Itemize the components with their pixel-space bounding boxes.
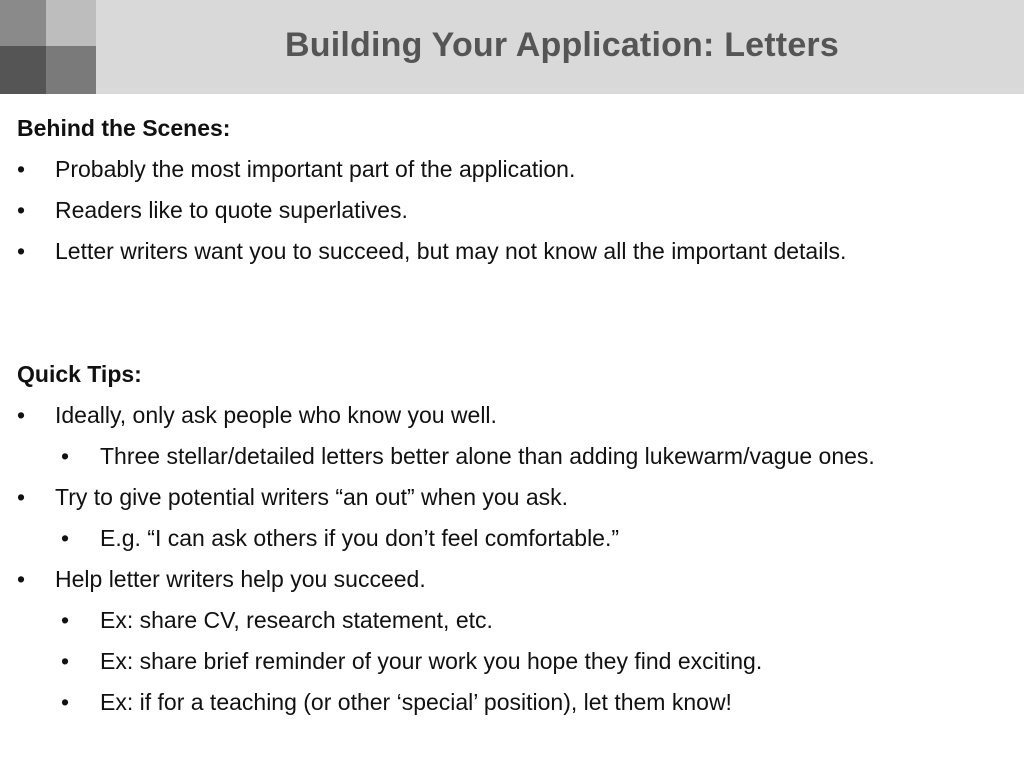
decorative-square	[0, 46, 46, 94]
sub-list-item	[17, 600, 1012, 641]
sub-list-item	[17, 518, 1012, 559]
list-item	[17, 190, 1012, 231]
list-item	[17, 149, 1012, 190]
list-item-text: Readers like to quote superlatives.	[55, 197, 408, 223]
list-item-text: Letter writers want you to succeed, but may not know all the important details.	[55, 238, 847, 264]
list-item-text: Try to give potential writers “an out” when you ask.	[55, 484, 569, 510]
slide-body	[17, 108, 1012, 723]
bullet-icon: •	[17, 566, 26, 592]
bullet-icon: •	[61, 525, 70, 551]
bullet-icon: •	[61, 607, 70, 633]
sub-list-item-text: Ex: share brief reminder of your work you hope they find exciting.	[100, 648, 763, 674]
decorative-square	[46, 0, 96, 46]
list-item	[17, 231, 1012, 272]
slide-title: Building Your Application: Letters	[285, 26, 839, 64]
section-heading: Quick Tips:	[17, 361, 142, 387]
sub-list-item-text: Ex: if for a teaching (or other ‘special’ position), let them know!	[100, 689, 732, 715]
list-item	[17, 559, 1012, 600]
sub-list-item	[17, 436, 1012, 477]
sub-list-item-text: E.g. “I can ask others if you don’t feel comfortable.”	[100, 525, 620, 551]
bullet-icon: •	[17, 156, 26, 182]
list-item-text: Probably the most important part of the application.	[55, 156, 576, 182]
bullet-icon: •	[17, 484, 26, 510]
list-item	[17, 395, 1012, 436]
sub-list-item	[17, 641, 1012, 682]
bullet-icon: •	[17, 197, 26, 223]
list-item-text: Ideally, only ask people who know you well.	[55, 402, 497, 428]
list-item	[17, 477, 1012, 518]
bullet-icon: •	[61, 443, 70, 469]
sub-list-item	[17, 682, 1012, 723]
section-spacer	[17, 272, 1012, 354]
list-item-text: Help letter writers help you succeed.	[55, 566, 426, 592]
sub-list-item-text: Three stellar/detailed letters better alone than adding lukewarm/vague ones.	[100, 443, 875, 469]
bullet-icon: •	[61, 689, 70, 715]
title-bar	[0, 0, 1024, 94]
decorative-square	[46, 46, 96, 94]
decorative-square	[0, 0, 46, 46]
sub-list-item-text: Ex: share CV, research statement, etc.	[100, 607, 493, 633]
bullet-icon: •	[17, 238, 26, 264]
section-heading: Behind the Scenes:	[17, 115, 231, 141]
bullet-icon: •	[61, 648, 70, 674]
bullet-icon: •	[17, 402, 26, 428]
